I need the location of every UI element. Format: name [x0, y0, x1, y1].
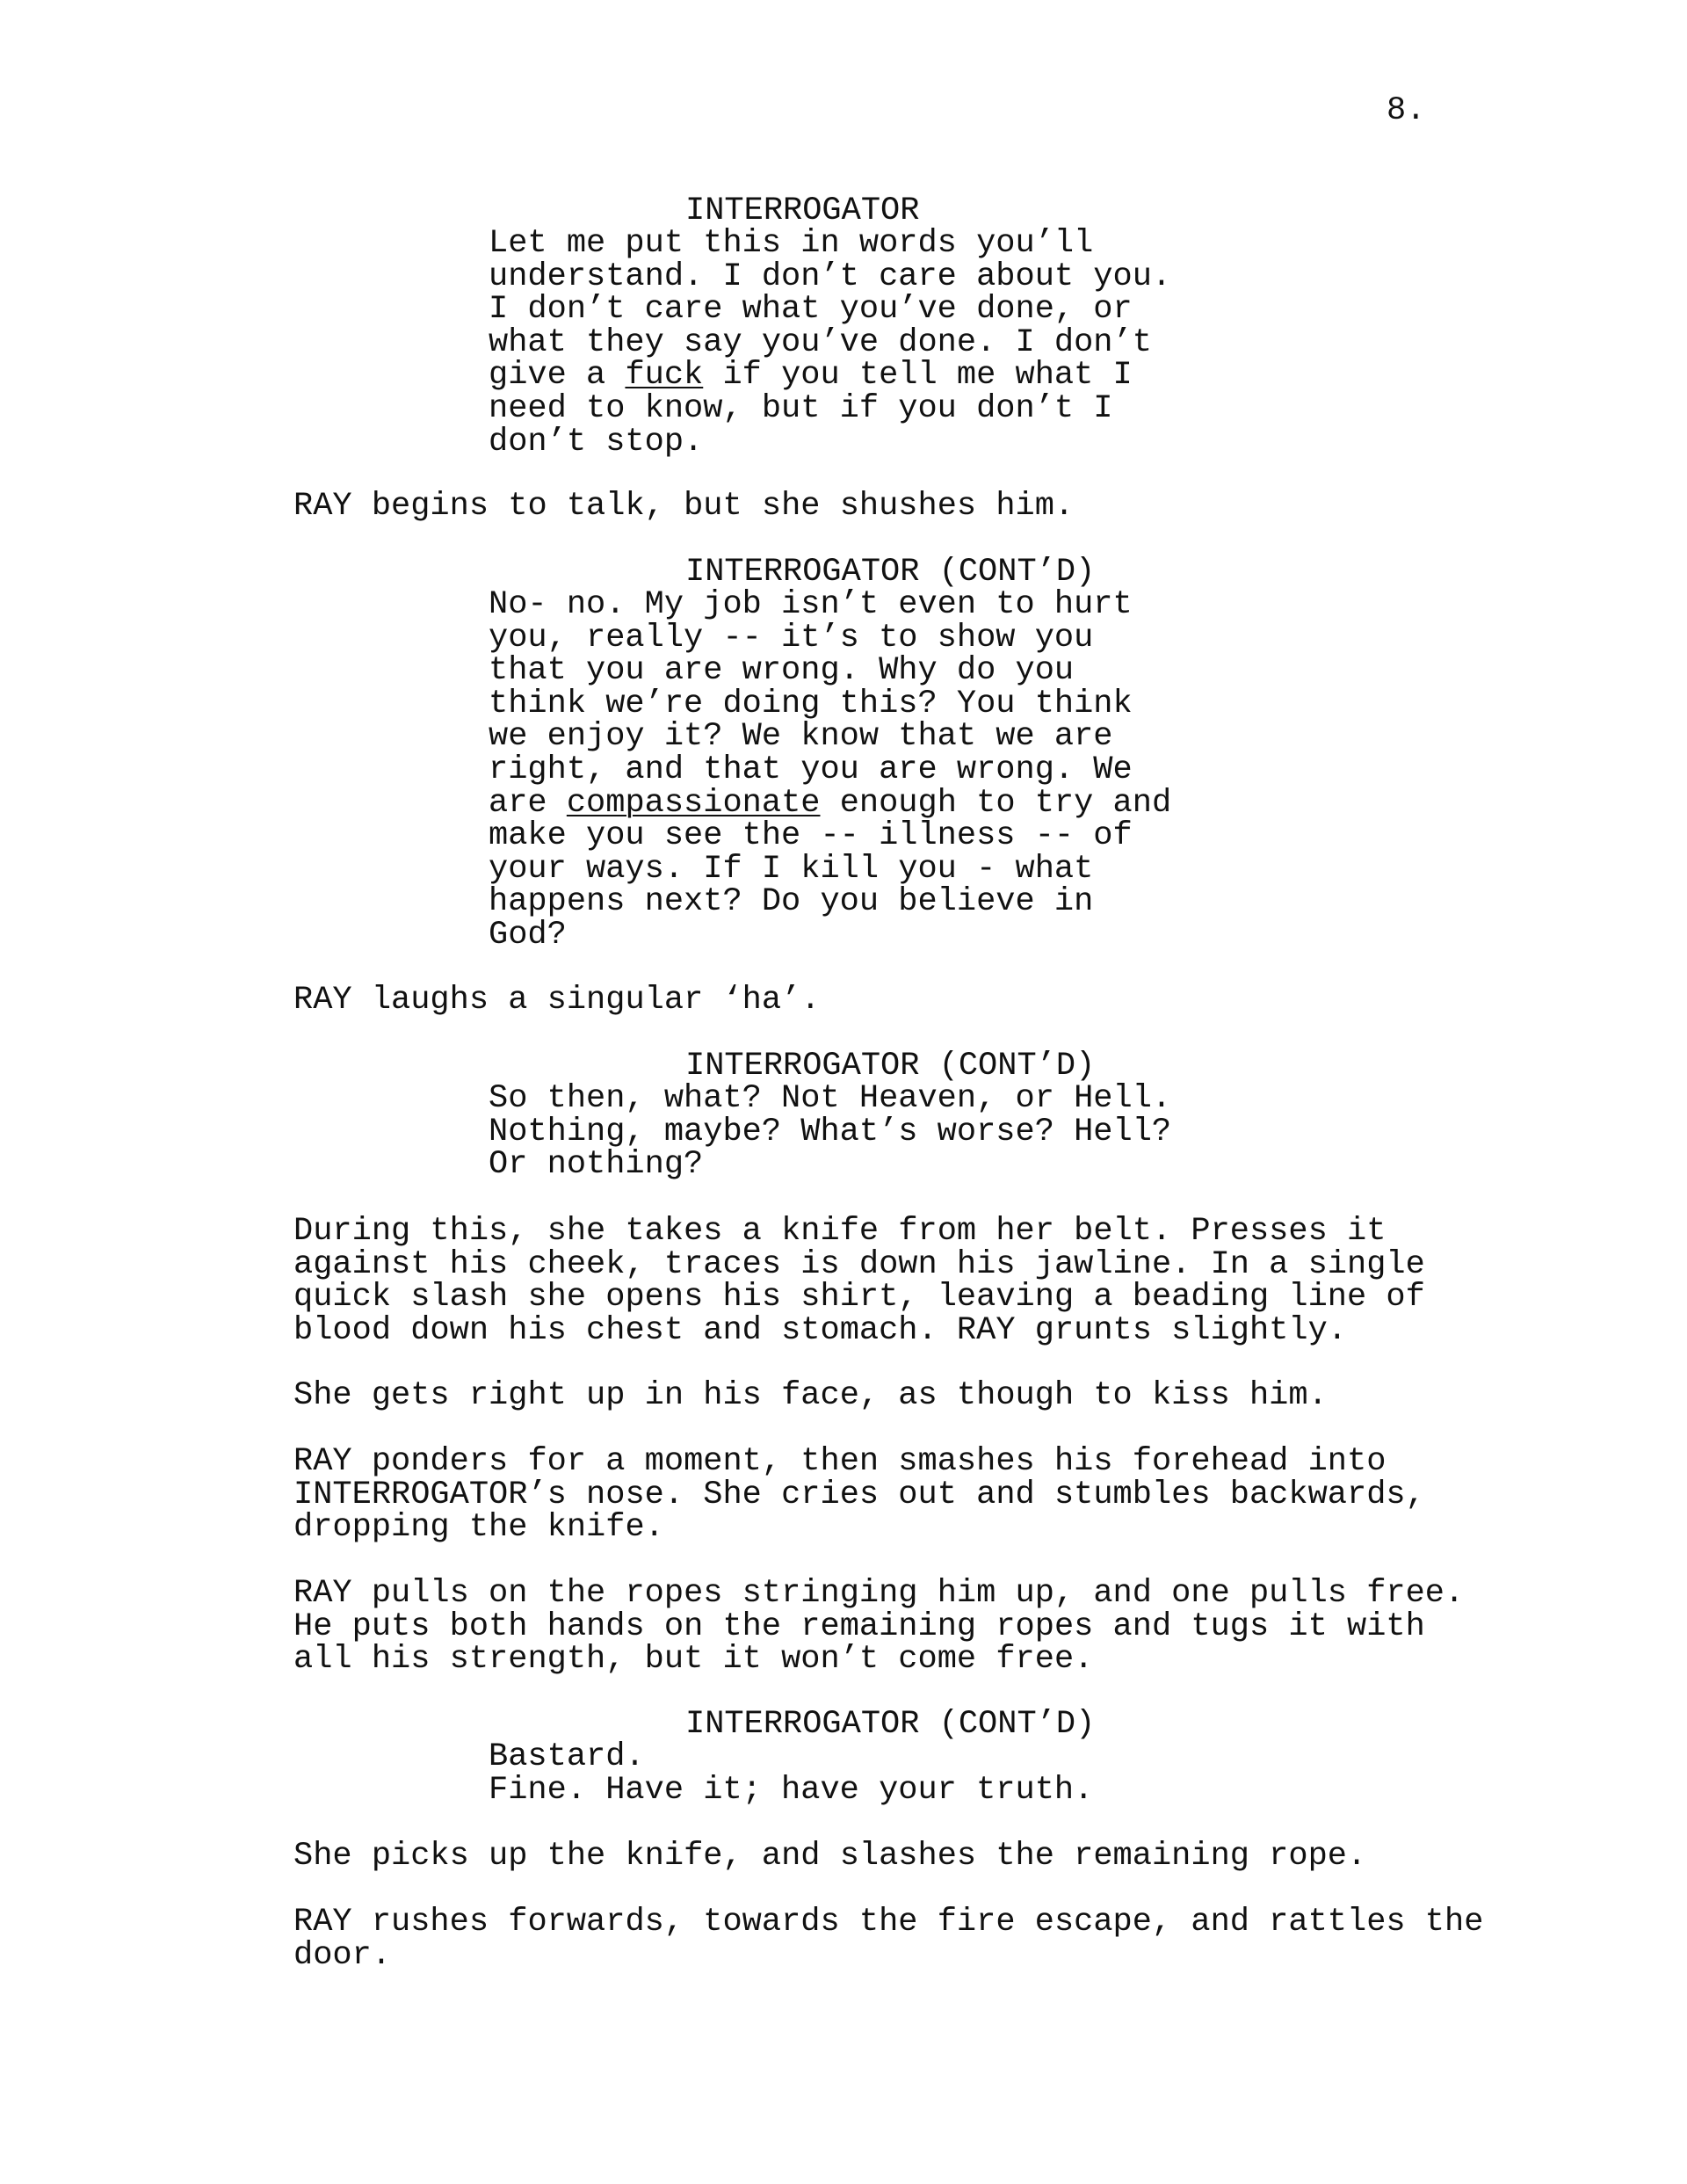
text-line: No- no. My job isn’t even to hurt — [489, 586, 1133, 623]
text-line: Nothing, maybe? What’s worse? Hell? — [489, 1113, 1172, 1150]
text-line: quick slash she opens his shirt, leaving a beading line of — [293, 1279, 1425, 1317]
text-line: all his strength, but it won’t come free. — [293, 1641, 1094, 1679]
text-line: Bastard. — [489, 1738, 645, 1775]
text-line: are compassionate enough to try and — [489, 784, 1172, 822]
text-line: She picks up the knife, and slashes the remaining rope. — [293, 1838, 1367, 1875]
text-line: She gets right up in his face, as though to kiss him. — [293, 1377, 1328, 1414]
text-line: INTERROGATOR’s nose. She cries out and stumbles backwards, — [293, 1476, 1425, 1513]
action-block — [293, 1377, 1328, 1414]
action-block — [293, 984, 821, 1018]
text-line: RAY ponders for a moment, then smashes his forehead into — [293, 1443, 1387, 1480]
text-line: Let me put this in words you’ll — [489, 225, 1094, 262]
action-block — [293, 490, 1074, 524]
text-line: So then, what? Not Heaven, or Hell. — [489, 1080, 1172, 1117]
text-line: your ways. If I kill you - what — [489, 850, 1094, 888]
text-line: During this, she takes a knife from her belt. Presses it — [293, 1213, 1387, 1250]
text-line: dropping the knife. — [293, 1509, 664, 1547]
text-line: I don’t care what you’ve done, or — [489, 291, 1133, 329]
text-line: right, and that you are wrong. We — [489, 751, 1133, 788]
page-number: 8. — [1387, 92, 1426, 129]
text-line: against his cheek, traces is down his jawline. In a single — [293, 1245, 1425, 1283]
text-line: what they say you’ve done. I don’t — [489, 323, 1152, 361]
text-line: RAY pulls on the ropes stringing him up, and one pulls free. — [293, 1575, 1465, 1612]
text-line: think we’re doing this? You think — [489, 685, 1133, 722]
text-line: you, really -- it’s to show you — [489, 619, 1094, 657]
text-line: God? — [489, 916, 567, 954]
underlined-word: compassionate — [566, 784, 821, 822]
text-line: understand. I don’t care about you. — [489, 258, 1172, 295]
text-line: RAY laughs a singular ‘ha’. — [293, 982, 821, 1019]
text-line: happens next? Do you believe in — [489, 883, 1094, 921]
action-block — [293, 1575, 1465, 1679]
text-line: door. — [293, 1936, 392, 1974]
character-cue: INTERROGATOR (CONT’D) — [685, 1048, 1096, 1085]
text-line: Or nothing? — [489, 1146, 704, 1184]
text-line: RAY rushes forwards, towards the fire escape, and rattles the — [293, 1904, 1484, 1941]
action-block — [293, 1443, 1425, 1547]
action-block — [293, 1840, 1366, 1874]
text-line: don’t stop. — [489, 423, 704, 461]
dialogue-block — [489, 225, 1172, 461]
text-line: blood down his chest and stomach. RAY grunts slightly. — [293, 1311, 1347, 1349]
text-line: give a fuck if you tell me what I — [489, 357, 1133, 395]
dialogue-block — [489, 1080, 1172, 1184]
text-line: that you are wrong. Why do you — [489, 652, 1075, 690]
text-line: make you see the -- illness -- of — [489, 817, 1133, 855]
text-line: we enjoy it? We know that we are — [489, 718, 1113, 756]
text-line: Fine. Have it; have your truth. — [489, 1771, 1094, 1809]
character-cue: INTERROGATOR (CONT’D) — [685, 554, 1096, 591]
dialogue-block — [489, 1738, 1094, 1809]
text-line: RAY begins to talk, but she shushes him. — [293, 488, 1075, 525]
character-cue: INTERROGATOR (CONT’D) — [685, 1706, 1096, 1743]
dialogue-block — [489, 586, 1172, 954]
text-line: need to know, but if you don’t I — [489, 389, 1113, 427]
action-block — [293, 1215, 1425, 1347]
action-block — [293, 1906, 1483, 1972]
character-cue: INTERROGATOR — [685, 192, 920, 229]
underlined-word: fuck — [625, 357, 704, 395]
text-line: He puts both hands on the remaining ropes and tugs it with — [293, 1607, 1425, 1645]
